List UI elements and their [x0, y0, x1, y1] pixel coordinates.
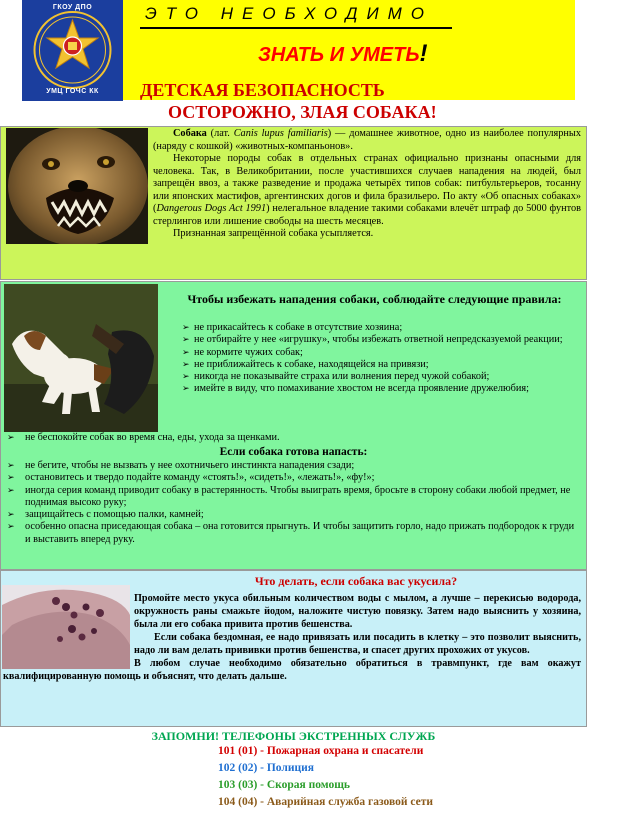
rule-item-text: иногда серия команд приводит собаку в растерянность. Чтобы выиграть время, бросьте в сторону собаки любой предмет, не поднимая высоко руку;	[25, 484, 571, 508]
phone-ambulance: 103 (03) - Скорая помощь	[218, 779, 351, 791]
rule-item	[3, 460, 578, 472]
bite-text	[3, 592, 581, 683]
bullet-arrow-icon: ➢	[182, 335, 190, 346]
phone-gas-service: 104 (04) - Аварийная служба газовой сети	[218, 796, 433, 808]
rule-item-text: особенно опасна приседающая собака – она готовится прыгнуть. И чтобы защитить горло, надо прижать подбородок к груди и выставить вперед руку.	[25, 521, 575, 545]
emblem-bottom-text: УМЦ ГОЧС КК	[46, 88, 99, 95]
rule-item-text: не беспокойте собак во время сна, еды, ухода за щенками.	[25, 432, 280, 443]
slogan-underline	[140, 27, 452, 29]
rule-item-text: имейте в виду, что помахивание хвостом не всегда проявление дружелюбия;	[194, 383, 530, 395]
rule-item	[164, 322, 574, 334]
rule-item	[3, 509, 578, 521]
slogan-exclamation: !	[419, 40, 428, 67]
emblem-icon	[22, 0, 123, 101]
dog-attack-photo	[4, 284, 158, 432]
bullet-arrow-icon: ➢	[7, 510, 15, 521]
dog-article-text	[5, 128, 581, 246]
phone-police: 102 (02) - Полиция	[218, 762, 314, 774]
rule-item-text: никогда не показывайте страха или волнения перед чужой собакой;	[194, 371, 490, 383]
rule-item	[164, 383, 574, 395]
bite-para-2: Если собака бездомная, ее надо привязать или посадить в клетку – это позволит выяснить, надо ли вам делать прививки против бешенства, и спасет других прохожих от укусов.	[134, 632, 581, 656]
bullet-arrow-icon: ➢	[7, 461, 15, 471]
bullet-arrow-icon: ➢	[182, 384, 190, 395]
rules-list-wide	[3, 432, 578, 444]
bullet-arrow-icon: ➢	[7, 485, 15, 496]
rules-list	[164, 322, 574, 396]
page-subtitle: ОСТОРОЖНО, ЗЛАЯ СОБАКА!	[168, 102, 437, 122]
slogan-line-2-text: ЗНАТЬ И УМЕТЬ	[258, 44, 420, 66]
rule-item	[164, 334, 574, 346]
rules-heading: Чтобы избежать нападения собаки, соблюдайте следующие правила:	[187, 292, 562, 306]
article-para-2-b: ) нелегальное владение такими собаками влечёт штраф до 5000 фунтов стерлингов или лишение свободы на шесть месяцев.	[153, 203, 581, 227]
rule-item-text: не отбирайте у нее «игрушку», чтобы избежать ответной непредсказуемой реакции;	[194, 334, 563, 346]
article-para-1-a: (лат.	[206, 128, 234, 139]
bite-para-1: Промойте место укуса обильным количеством воды с мылом, а лучше – перекисью водорода, окружность раны смажьте йодом, наложите чистую повязку. Затем надо выяснить у хозяина, была ли его собака привита против бешенства.	[134, 593, 581, 630]
bullet-arrow-icon: ➢	[7, 473, 15, 484]
bullet-arrow-icon: ➢	[182, 359, 190, 370]
emergency-heading: ЗАПОМНИ! ТЕЛЕФОНЫ ЭКСТРЕННЫХ СЛУЖБ	[151, 729, 436, 743]
rule-item-text: не прикасайтесь к собаке в отсутствие хозяина;	[194, 322, 403, 333]
emblem-top-text: ГКОУ ДПО	[52, 4, 93, 11]
article-term: Собака	[173, 128, 207, 139]
bite-para-3: В любом случае необходимо обязательно обратиться в травмпункт, где вам окажут квалифицированную помощь и объяснят, что делать дальше.	[3, 658, 581, 682]
rule-item	[164, 347, 574, 359]
rule-item	[3, 472, 578, 484]
attack-ready-list	[3, 460, 578, 546]
rule-item-text: остановитесь и твердо подайте команду «стоять!», «сидеть!», «лежать!», «фу!»;	[25, 472, 375, 484]
article-act-name: Dangerous Dogs Act 1991	[156, 203, 267, 214]
photo-spacer	[3, 592, 134, 670]
bullet-arrow-icon: ➢	[182, 347, 190, 358]
page-title: ДЕТСКАЯ БЕЗОПАСНОСТЬ	[140, 80, 385, 100]
rule-item	[164, 371, 574, 383]
emblem-logo	[22, 0, 123, 101]
bullet-arrow-icon: ➢	[7, 433, 15, 443]
bullet-arrow-icon: ➢	[182, 372, 190, 383]
rule-item-text: защищайтесь с помощью палки, камней;	[25, 509, 204, 521]
rule-item	[164, 359, 574, 371]
bullet-arrow-icon: ➢	[182, 323, 190, 333]
slogan-line-2	[258, 40, 428, 68]
rule-item-text: не бегите, чтобы не вызвать у нее охотничьего инстинкта нападения сзади;	[25, 460, 355, 471]
rule-item	[3, 521, 578, 546]
article-para-3: Признанная запрещённой собака усыпляется.	[173, 228, 374, 239]
rule-item	[3, 432, 578, 444]
rule-item	[3, 485, 578, 510]
attack-ready-heading: Если собака готова напасть:	[219, 446, 368, 458]
rule-item-text: не приближайтесь к собаке, находящейся на привязи;	[194, 358, 429, 370]
photo-spacer	[5, 128, 153, 246]
bite-heading: Что делать, если собака вас укусила?	[254, 574, 458, 588]
article-latin-name: Canis lupus familiaris	[233, 128, 328, 139]
phone-fire: 101 (01) - Пожарная охрана и спасатели	[218, 745, 424, 757]
article-para-1-b: ) — домашнее животное, одно из наиболее популярных (наряду с кошкой) «животных-компаньонов».	[153, 128, 581, 152]
article-para-2-a: Некоторые породы собак в отдельных странах официально признаны опасными для человека. Так, в Великобритании, после участившихся случаев нападения на людей, был запрещён ввоз, а также разведение и продажа четырёх типов собак: питбультерьеров, тосанну или японских мастифов, аргентинских догов и фила бразильеро. По акту «Об опасных собаках» (	[153, 153, 581, 214]
bullet-arrow-icon: ➢	[7, 522, 15, 533]
rule-item-text: не кормите чужих собак;	[194, 346, 303, 358]
slogan-line-1: ЭТО НЕОБХОДИМО	[145, 4, 434, 23]
